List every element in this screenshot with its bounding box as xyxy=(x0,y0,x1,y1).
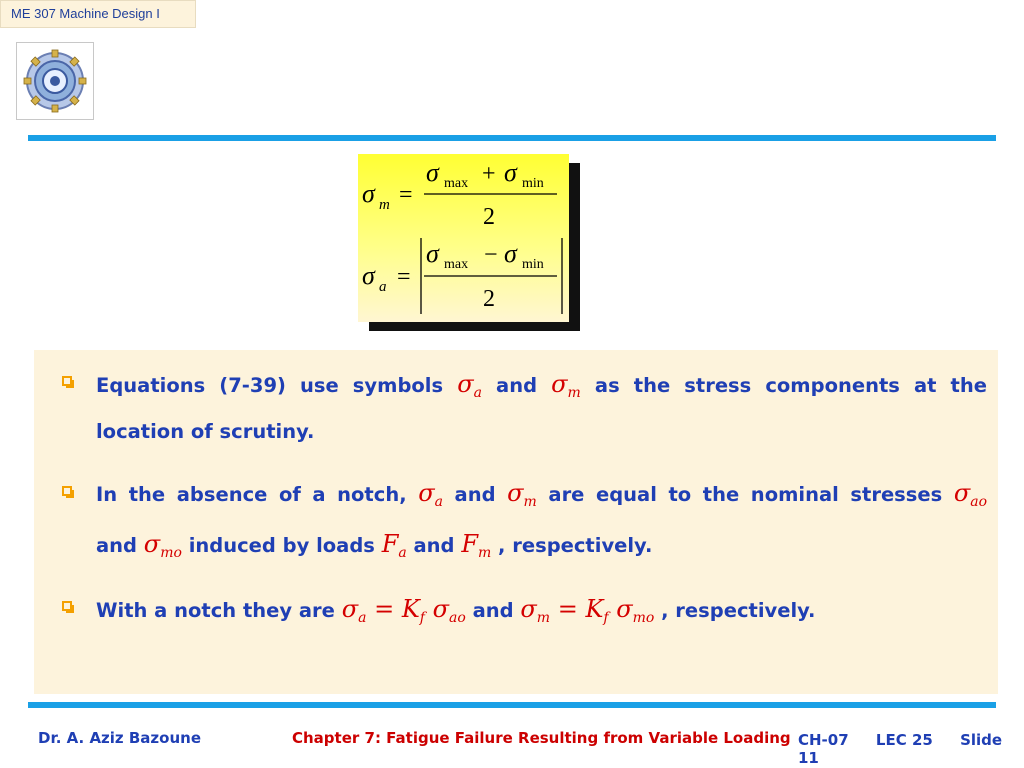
header-divider xyxy=(28,135,996,141)
bullet-3-expr-1: $\sigma_a = K_f$ $\sigma_{ao}$ xyxy=(341,595,466,626)
eq2-equals: = xyxy=(397,264,411,290)
bullet-2-and-2: and xyxy=(96,534,137,557)
eq1-plus: + xyxy=(482,161,496,187)
equation-box xyxy=(358,154,569,322)
eq2-denominator: 2 xyxy=(483,286,495,312)
bullet-1-sigma-m: $\sigma_m$ xyxy=(551,370,581,401)
bullet-1-text-b: as the stress components at the xyxy=(594,374,987,397)
footer-lec: LEC 25 xyxy=(875,731,933,749)
bullet-2-sigma-mo: $\sigma_{mo}$ xyxy=(143,530,182,561)
eq1-num-sigma2: σ xyxy=(504,158,517,187)
eq2-num-min: min xyxy=(522,257,544,272)
footer-slide: Slide 11 xyxy=(798,731,1003,767)
bullet-1-line-2: location of scrutiny. xyxy=(96,420,315,443)
bullet-2-sigma-m: $\sigma_m$ xyxy=(507,479,537,510)
bullet-1-sigma-a: $\sigma_a$ xyxy=(457,370,482,401)
bullet-3-and: and xyxy=(472,599,514,622)
eq2-minus: − xyxy=(484,242,498,268)
bullet-2-sigma-ao: $\sigma_{ao}$ xyxy=(953,479,987,510)
eq1-equals: = xyxy=(399,182,413,208)
bullet-2-line-1 xyxy=(96,477,987,518)
bullet-2-text-c: induced by loads xyxy=(188,534,375,557)
bullet-3-expr-2: $\sigma_m = K_f$ $\sigma_{mo}$ xyxy=(520,595,655,626)
eq2-num-max: max xyxy=(444,257,469,272)
bullet-3-text-a: With a notch they are xyxy=(96,599,335,622)
bullet-2-text-b: are equal to the nominal stresses xyxy=(548,483,943,506)
bullet-2-box-icon xyxy=(62,486,72,496)
eq1-lhs-sub: m xyxy=(379,197,390,213)
bullet-2-F-a: $F_a$ xyxy=(381,530,407,561)
bullet-2-and-3: and xyxy=(413,534,455,557)
course-title: ME 307 Machine Design I xyxy=(11,6,160,21)
footer-ch: CH-07 xyxy=(798,731,849,749)
bullet-1-and: and xyxy=(496,374,538,397)
bullet-1-line-1 xyxy=(96,368,987,409)
bullet-3 xyxy=(62,597,987,637)
eq1-num-min: min xyxy=(522,176,544,191)
eq1-num-sigma1: σ xyxy=(426,158,439,187)
eq1-lhs: σ xyxy=(362,179,375,208)
bullet-2-text-d: , respectively. xyxy=(498,534,653,557)
footer-author: Dr. A. Aziz Bazoune xyxy=(38,729,201,747)
bullet-1 xyxy=(62,372,987,452)
course-tag xyxy=(0,0,196,28)
bullet-2-and: and xyxy=(454,483,496,506)
eq1-num-max: max xyxy=(444,176,469,191)
bullet-3-text-b: , respectively. xyxy=(661,599,816,622)
eq2-lhs: σ xyxy=(362,261,375,290)
bullet-2-text-a: In the absence of a notch, xyxy=(96,483,407,506)
bullet-1-text-a: Equations (7-39) use symbols xyxy=(96,374,444,397)
eq2-num-sigma1: σ xyxy=(426,239,439,268)
bullet-2 xyxy=(62,479,987,572)
eq2-num-sigma2: σ xyxy=(504,239,517,268)
bullet-2-sigma-a: $\sigma_a$ xyxy=(418,479,443,510)
bullet-1-box-icon xyxy=(62,376,72,386)
footer-tags xyxy=(798,731,1024,767)
footer-chapter: Chapter 7: Fatigue Failure Resulting from Variable Loading xyxy=(292,729,791,747)
bullet-2-line-2 xyxy=(96,530,652,561)
bullet-3-line xyxy=(96,595,815,626)
eq2-lhs-sub: a xyxy=(379,279,387,295)
bullet-2-F-m: $F_m$ xyxy=(461,530,492,561)
footer-divider xyxy=(28,702,996,708)
eq1-denominator: 2 xyxy=(483,204,495,230)
bullet-3-box-icon xyxy=(62,601,72,611)
gear-logo-icon xyxy=(16,42,94,120)
